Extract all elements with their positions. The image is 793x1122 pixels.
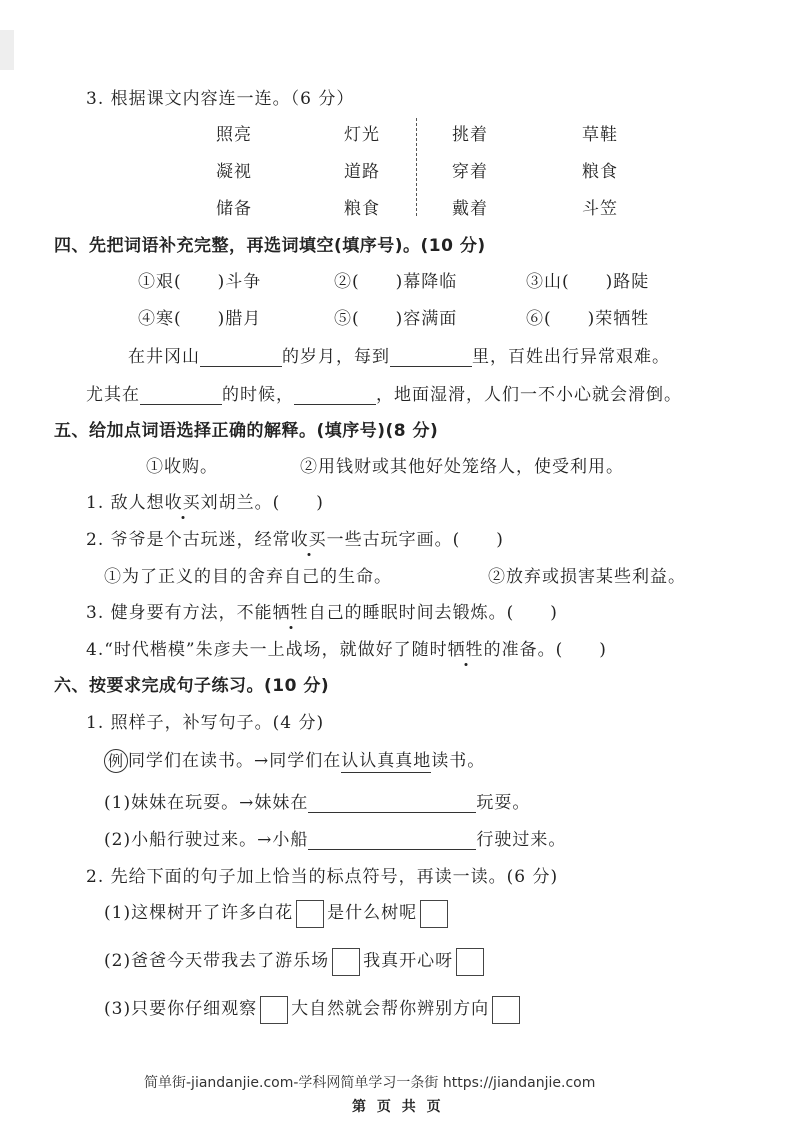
idiom-fill[interactable]: ③山( )路陡	[526, 272, 650, 292]
punct-box[interactable]	[260, 996, 288, 1024]
underlined-phrase: 认认真真地	[341, 751, 432, 771]
page-edge-mark	[0, 30, 14, 70]
q3-title: 3. 根据课文内容连一连。（6 分）	[86, 89, 355, 109]
example-mark: 例	[104, 749, 128, 773]
part2-title: 2. 先给下面的句子加上恰当的标点符号，再读一读。(6 分)	[86, 867, 559, 887]
dotted-word: 收买	[165, 493, 201, 513]
dotted-word: 牺牲	[448, 640, 484, 660]
punct-box[interactable]	[456, 948, 484, 976]
idiom-fill[interactable]: ⑥( )荣牺牲	[526, 309, 650, 329]
blank-field[interactable]	[294, 386, 376, 405]
match-word[interactable]: 挑着	[452, 125, 488, 145]
section4-title: 四、先把词语补充完整，再选词填空(填序号)。(10 分)	[54, 236, 486, 256]
question-text: 4.“时代楷模”朱彦夫一上战场，就做好了随时	[86, 640, 448, 660]
idiom-fill[interactable]: ①艰( )斗争	[138, 272, 262, 292]
match-word[interactable]: 粮食	[582, 162, 618, 182]
punct-text: 大自然就会帮你辨别方向	[291, 999, 490, 1019]
section5-title: 五、给加点词语选择正确的解释。(填序号)(8 分)	[54, 421, 439, 441]
fill-sentence-1	[128, 342, 670, 367]
punct-text: (2)爸爸今天带我去了游乐场	[104, 951, 330, 971]
blank-field[interactable]	[390, 348, 472, 367]
example-text: 读书。	[431, 751, 486, 771]
match-word[interactable]: 穿着	[452, 162, 488, 182]
punct-box[interactable]	[492, 996, 520, 1024]
sentence-text: 里，百姓出行异常艰难。	[472, 347, 670, 367]
meaning-option: ①为了正义的目的舍弃自己的生命。	[104, 567, 392, 587]
match-word[interactable]: 储备	[216, 199, 252, 219]
blank-field[interactable]	[140, 386, 222, 405]
match-divider	[416, 118, 417, 216]
idiom-fill[interactable]: ④寒( )腊月	[138, 309, 262, 329]
meaning-option: ②用钱财或其他好处笼络人，使受利用。	[300, 457, 624, 477]
page-number: 第 页 共 页	[352, 1099, 444, 1115]
match-word[interactable]: 照亮	[216, 125, 252, 145]
punct-sentence-2	[104, 946, 487, 976]
exercise-1	[104, 788, 530, 813]
section6-title: 六、按要求完成句子练习。(10 分)	[54, 676, 330, 696]
exercise-text: 行驶过来。	[476, 830, 567, 850]
answer-paren[interactable]: 一些古玩字画。( )	[326, 530, 504, 550]
question-2	[86, 525, 504, 550]
question-4	[86, 635, 607, 660]
blank-field[interactable]	[200, 348, 282, 367]
punct-box[interactable]	[332, 948, 360, 976]
punct-box[interactable]	[296, 900, 324, 928]
match-word[interactable]: 戴着	[452, 199, 488, 219]
idiom-fill[interactable]: ②( )幕降临	[334, 272, 458, 292]
idiom-fill[interactable]: ⑤( )容满面	[334, 309, 458, 329]
dotted-word: 牺牲	[273, 603, 309, 623]
blank-field[interactable]	[308, 794, 476, 813]
fill-sentence-2	[86, 380, 682, 405]
punct-text: (3)只要你仔细观察	[104, 999, 258, 1019]
meaning-option: ②放弃或损害某些利益。	[488, 567, 686, 587]
match-word[interactable]: 斗笠	[582, 199, 618, 219]
example-text: 同学们在读书。→同学们在	[128, 751, 342, 771]
footer-site: 简单街-jiandanjie.com-学科网简单学习一条街 https://jiandanjie.com	[144, 1075, 596, 1091]
answer-paren[interactable]: 刘胡兰。( )	[200, 493, 324, 513]
question-text: 2. 爷爷是个古玩迷，经常	[86, 530, 291, 550]
example-sentence	[104, 746, 485, 773]
punct-sentence-1	[104, 898, 451, 928]
match-word[interactable]: 粮食	[344, 199, 380, 219]
sentence-text: 的岁月，每到	[282, 347, 390, 367]
punct-sentence-3	[104, 994, 523, 1024]
answer-paren[interactable]: 自己的睡眠时间去锻炼。( )	[308, 603, 558, 623]
exercise-text: (1)妹妹在玩耍。→妹妹在	[104, 793, 309, 813]
dotted-word: 收买	[291, 530, 327, 550]
exercise-text: (2)小船行驶过来。→小船	[104, 830, 309, 850]
exercise-text: 玩耍。	[476, 793, 531, 813]
part1-title: 1. 照样子，补写句子。(4 分)	[86, 713, 325, 733]
question-text: 3. 健身要有方法，不能	[86, 603, 273, 623]
match-word[interactable]: 凝视	[216, 162, 252, 182]
sentence-text: ，地面湿滑，人们一不小心就会滑倒。	[376, 385, 682, 405]
blank-field[interactable]	[308, 831, 476, 850]
question-3	[86, 598, 558, 623]
question-text: 1. 敌人想	[86, 493, 165, 513]
match-word[interactable]: 草鞋	[582, 125, 618, 145]
meaning-option: ①收购。	[146, 457, 218, 477]
sentence-text: 尤其在	[86, 385, 140, 405]
punct-text: 是什么树呢	[327, 903, 418, 923]
punct-box[interactable]	[420, 900, 448, 928]
punct-text: 我真开心呀	[363, 951, 454, 971]
answer-paren[interactable]: 的准备。( )	[483, 640, 607, 660]
sentence-text: 在井冈山	[128, 347, 200, 367]
punct-text: (1)这棵树开了许多白花	[104, 903, 294, 923]
match-word[interactable]: 道路	[344, 162, 380, 182]
match-word[interactable]: 灯光	[344, 125, 380, 145]
sentence-text: 的时候，	[222, 385, 294, 405]
exercise-2	[104, 825, 566, 850]
question-1	[86, 488, 324, 513]
